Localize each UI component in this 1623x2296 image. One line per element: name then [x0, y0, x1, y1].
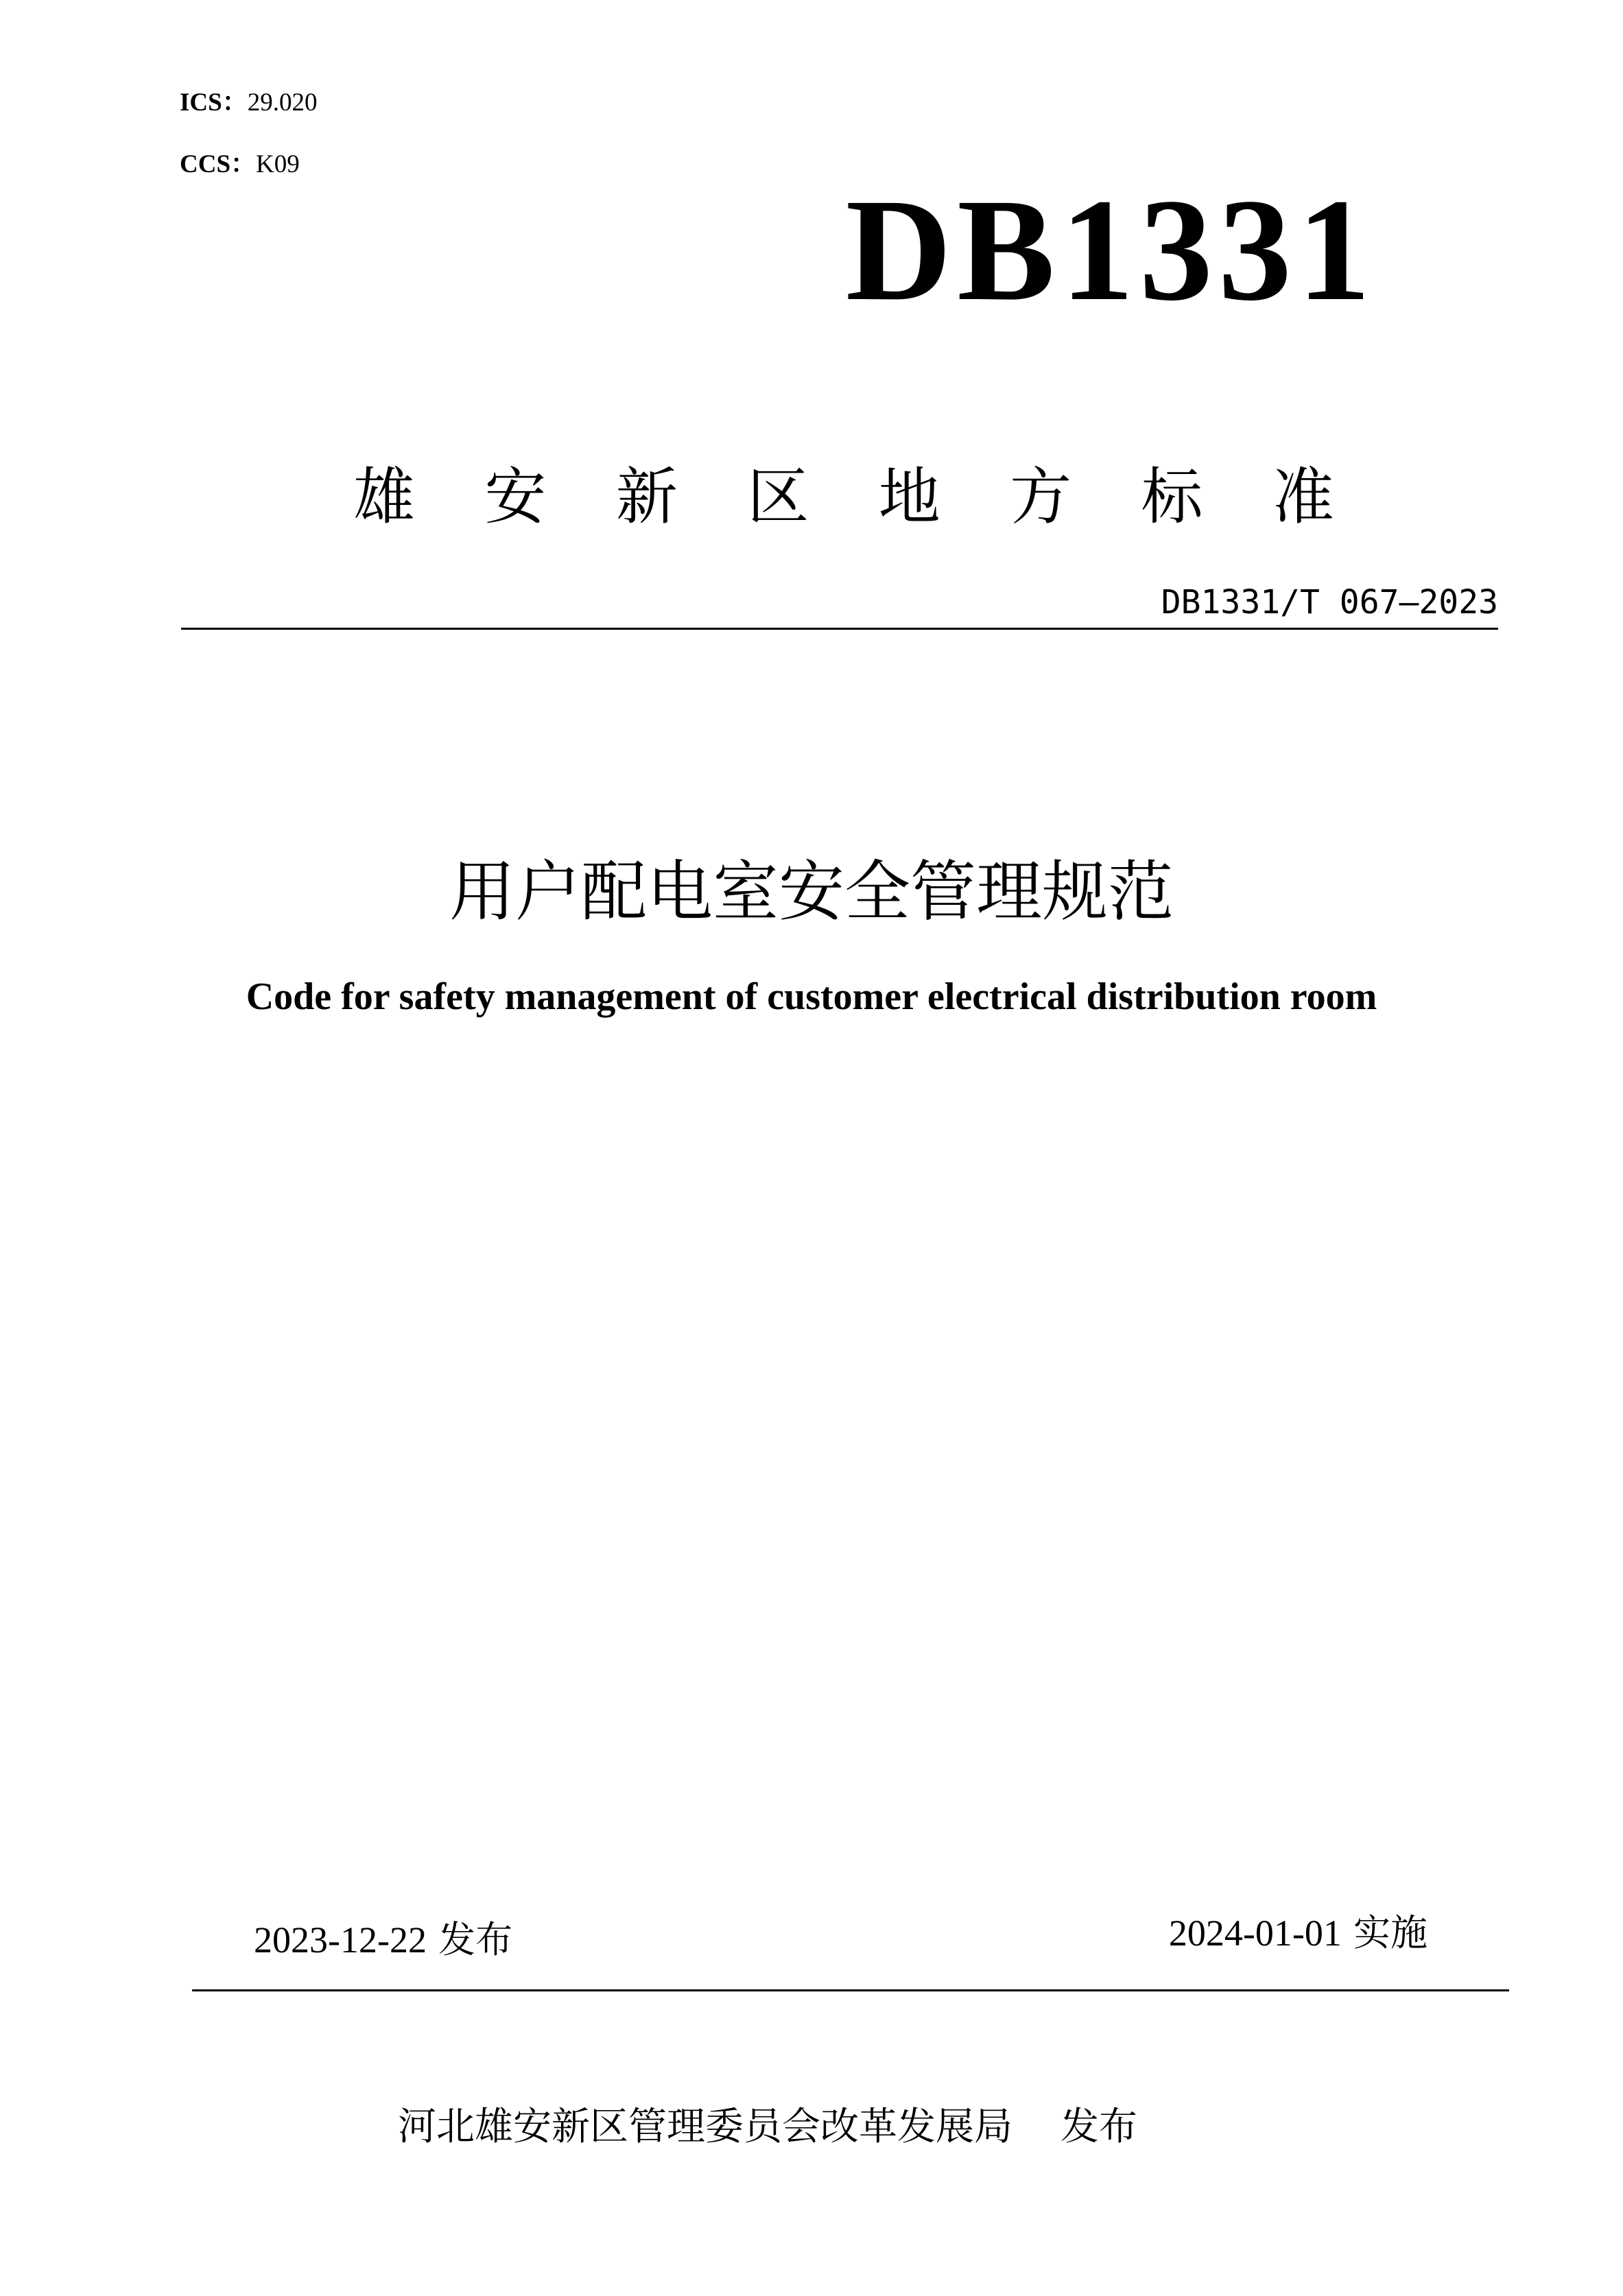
implement-date-line: [1169, 1910, 1427, 1956]
category-char: 方: [1010, 461, 1072, 533]
standard-category: [353, 460, 1334, 535]
category-char: 区: [747, 461, 809, 533]
issuer-name: 河北雄安新区管理委员会改革发展局: [398, 2105, 1012, 2149]
ccs-value: K09: [256, 150, 300, 178]
title-english: Code for safety management of customer electrical distribution room: [246, 975, 1377, 1018]
publish-label: 发布: [438, 1918, 513, 1961]
publish-date-line: [254, 1917, 512, 1963]
top-divider: [181, 628, 1498, 630]
ccs-classification: [180, 150, 300, 180]
category-char: 标: [1141, 461, 1203, 533]
ics-classification: [180, 88, 317, 118]
category-char: 雄: [353, 461, 415, 533]
issuer-line: [398, 2103, 1137, 2151]
ics-label: ICS：: [180, 88, 248, 117]
issuer-label: 发布: [1061, 2105, 1137, 2149]
category-char: 准: [1272, 461, 1334, 533]
standard-number: DB1331/T 067—2023: [1161, 583, 1498, 622]
title-chinese: 用户配电室安全管理规范: [449, 853, 1174, 930]
ccs-label: CCS：: [180, 150, 257, 178]
ics-value: 29.020: [247, 88, 318, 117]
bottom-divider: [192, 1989, 1509, 1991]
category-char: 地: [878, 461, 940, 533]
category-char: 安: [484, 461, 547, 533]
implement-date: 2024-01-01: [1168, 1913, 1342, 1954]
category-char: 新: [615, 461, 678, 533]
publish-date: 2023-12-22: [254, 1919, 427, 1961]
implement-label: 实施: [1353, 1911, 1427, 1954]
standard-code-large: DB1331: [845, 169, 1376, 331]
